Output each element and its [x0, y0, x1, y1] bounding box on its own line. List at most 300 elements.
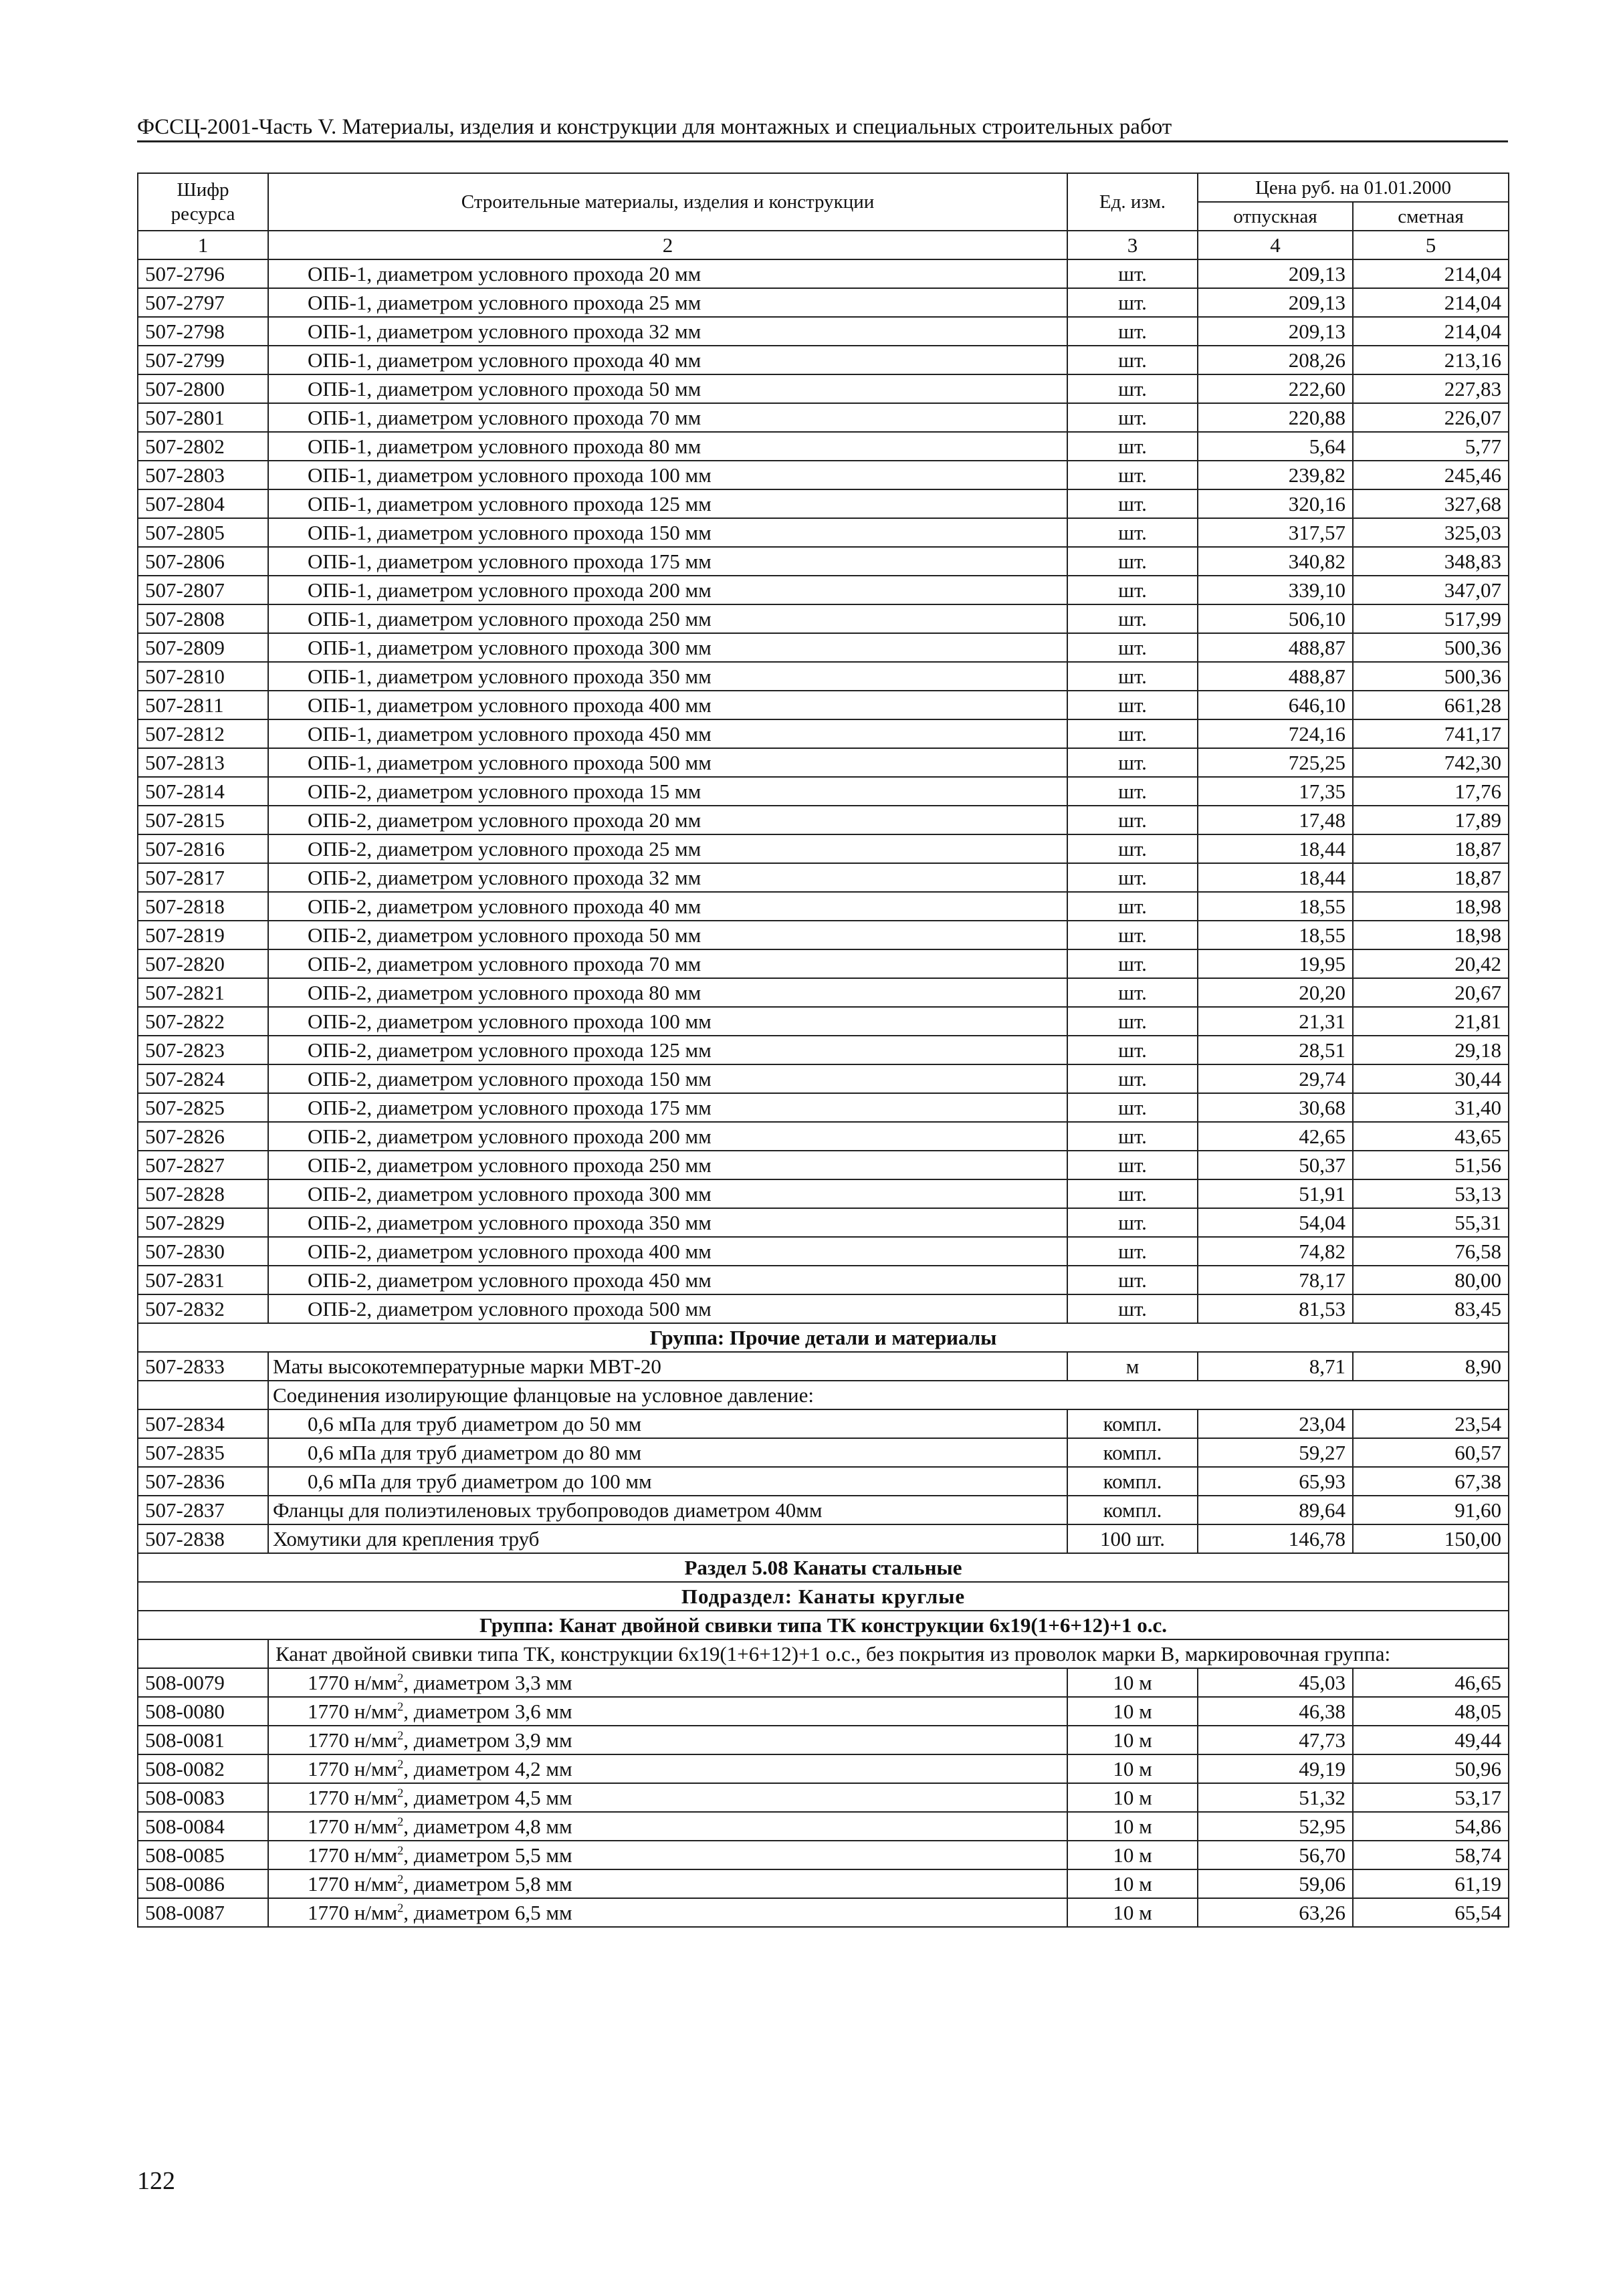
- resource-name: ОПБ-1, диаметром условного прохода 350 мм: [268, 662, 1067, 691]
- resource-name: ОПБ-1, диаметром условного прохода 25 мм: [268, 288, 1067, 317]
- estimate-price: 661,28: [1353, 691, 1509, 719]
- estimate-price: 347,07: [1353, 576, 1509, 604]
- estimate-price: 50,96: [1353, 1754, 1509, 1783]
- diameter-text: , диаметром 4,8 мм: [403, 1814, 572, 1838]
- resource-name: ОПБ-2, диаметром условного прохода 250 мм: [268, 1151, 1067, 1179]
- release-price: 78,17: [1198, 1266, 1353, 1294]
- table-row: [138, 719, 1509, 748]
- resource-name: ОПБ-1, диаметром условного прохода 500 мм: [268, 748, 1067, 777]
- estimate-price: 327,68: [1353, 489, 1509, 518]
- table-row: [138, 1266, 1509, 1294]
- release-price: 339,10: [1198, 576, 1353, 604]
- resource-unit: 10 м: [1067, 1726, 1198, 1754]
- resource-code: 507-2797: [138, 288, 268, 317]
- release-price: 222,60: [1198, 374, 1353, 403]
- release-price: 54,04: [1198, 1208, 1353, 1237]
- resource-unit: шт.: [1067, 1208, 1198, 1237]
- estimate-price: 742,30: [1353, 748, 1509, 777]
- section-title: Раздел 5.08 Канаты стальные: [138, 1553, 1509, 1582]
- resource-code: 507-2831: [138, 1266, 268, 1294]
- release-price: 220,88: [1198, 403, 1353, 432]
- resource-code: 507-2813: [138, 748, 268, 777]
- table-row: [138, 547, 1509, 576]
- resource-name: [268, 1783, 1067, 1812]
- estimate-price: 150,00: [1353, 1524, 1509, 1553]
- release-price: 725,25: [1198, 748, 1353, 777]
- resource-unit: шт.: [1067, 1151, 1198, 1179]
- resource-unit: компл.: [1067, 1467, 1198, 1496]
- table-row: [138, 374, 1509, 403]
- estimate-price: 76,58: [1353, 1237, 1509, 1266]
- estimate-price: 83,45: [1353, 1294, 1509, 1323]
- table-row: [138, 1496, 1509, 1524]
- table-row: [138, 1812, 1509, 1841]
- resource-code: 507-2821: [138, 978, 268, 1007]
- resource-code: 507-2816: [138, 834, 268, 863]
- release-price: 74,82: [1198, 1237, 1353, 1266]
- release-price: 5,64: [1198, 432, 1353, 461]
- release-price: 209,13: [1198, 288, 1353, 317]
- release-price: 29,74: [1198, 1064, 1353, 1093]
- resource-unit: шт.: [1067, 1122, 1198, 1151]
- resource-code: 507-2810: [138, 662, 268, 691]
- resource-code: 507-2806: [138, 547, 268, 576]
- resource-unit: 10 м: [1067, 1869, 1198, 1898]
- release-price: 45,03: [1198, 1668, 1353, 1697]
- strength-exponent: 2: [397, 1843, 404, 1857]
- resource-name: ОПБ-2, диаметром условного прохода 400 мм: [268, 1237, 1067, 1266]
- resource-name: ОПБ-2, диаметром условного прохода 70 мм: [268, 949, 1067, 978]
- resource-name: ОПБ-1, диаметром условного прохода 300 мм: [268, 633, 1067, 662]
- resource-name: Хомутики для крепления труб: [268, 1524, 1067, 1553]
- estimate-price: 53,13: [1353, 1179, 1509, 1208]
- table-row: [138, 1122, 1509, 1151]
- price-table: [137, 173, 1509, 1928]
- resource-code: 507-2823: [138, 1036, 268, 1064]
- resource-code: 507-2838: [138, 1524, 268, 1553]
- table-row: [138, 576, 1509, 604]
- table-row: [138, 259, 1509, 288]
- estimate-price: 30,44: [1353, 1064, 1509, 1093]
- resource-name: ОПБ-1, диаметром условного прохода 50 мм: [268, 374, 1067, 403]
- strength-exponent: 2: [397, 1700, 404, 1714]
- estimate-price: 29,18: [1353, 1036, 1509, 1064]
- flange-note: Соединения изолирующие фланцовые на условное давление:: [268, 1381, 1509, 1409]
- table-row: [138, 1294, 1509, 1323]
- release-price: 209,13: [1198, 317, 1353, 346]
- resource-unit: компл.: [1067, 1496, 1198, 1524]
- table-row: [138, 978, 1509, 1007]
- resource-code: 507-2809: [138, 633, 268, 662]
- resource-code: 507-2829: [138, 1208, 268, 1237]
- estimate-price: 741,17: [1353, 719, 1509, 748]
- rope-rows: [138, 1668, 1509, 1927]
- table-row: [138, 777, 1509, 806]
- estimate-price: 20,42: [1353, 949, 1509, 978]
- empty-cell: [138, 1639, 268, 1668]
- resource-unit: шт.: [1067, 1294, 1198, 1323]
- estimate-price: 214,04: [1353, 288, 1509, 317]
- table-row: [138, 461, 1509, 489]
- resource-name: ОПБ-1, диаметром условного прохода 400 мм: [268, 691, 1067, 719]
- table-row: [138, 1064, 1509, 1093]
- table-row: [138, 1179, 1509, 1208]
- release-price: 506,10: [1198, 604, 1353, 633]
- resource-unit: шт.: [1067, 1036, 1198, 1064]
- release-price: 317,57: [1198, 518, 1353, 547]
- table-row: [138, 949, 1509, 978]
- estimate-price: 17,89: [1353, 806, 1509, 834]
- release-price: 18,55: [1198, 892, 1353, 921]
- release-price: 51,91: [1198, 1179, 1353, 1208]
- resource-name: ОПБ-1, диаметром условного прохода 20 мм: [268, 259, 1067, 288]
- table-row: [138, 892, 1509, 921]
- release-price: 320,16: [1198, 489, 1353, 518]
- resource-code: 507-2837: [138, 1496, 268, 1524]
- estimate-price: 49,44: [1353, 1726, 1509, 1754]
- release-price: 19,95: [1198, 949, 1353, 978]
- resource-unit: шт.: [1067, 259, 1198, 288]
- estimate-price: 23,54: [1353, 1409, 1509, 1438]
- resource-code: 507-2802: [138, 432, 268, 461]
- column-number: 1: [138, 231, 268, 259]
- resource-name: 0,6 мПа для труб диаметром до 80 мм: [268, 1438, 1067, 1467]
- estimate-price: 517,99: [1353, 604, 1509, 633]
- estimate-price: 51,56: [1353, 1151, 1509, 1179]
- resource-unit: шт.: [1067, 576, 1198, 604]
- resource-name: [268, 1668, 1067, 1697]
- table-row: [138, 518, 1509, 547]
- resource-unit: шт.: [1067, 1266, 1198, 1294]
- table-row: [138, 806, 1509, 834]
- release-price: 20,20: [1198, 978, 1353, 1007]
- release-price: 50,37: [1198, 1151, 1353, 1179]
- resource-name: [268, 1697, 1067, 1726]
- resource-unit: шт.: [1067, 662, 1198, 691]
- resource-unit: шт.: [1067, 461, 1198, 489]
- resource-unit: шт.: [1067, 1237, 1198, 1266]
- strength-value: 1770 н/мм: [308, 1900, 398, 1924]
- estimate-price: 17,76: [1353, 777, 1509, 806]
- strength-value: 1770 н/мм: [308, 1814, 398, 1838]
- resource-name: ОПБ-2, диаметром условного прохода 150 мм: [268, 1064, 1067, 1093]
- resource-name: ОПБ-1, диаметром условного прохода 40 мм: [268, 346, 1067, 374]
- column-number: 3: [1067, 231, 1198, 259]
- table-row: [138, 1841, 1509, 1869]
- diameter-text: , диаметром 3,9 мм: [403, 1728, 572, 1752]
- release-price: 49,19: [1198, 1754, 1353, 1783]
- resource-code: 507-2803: [138, 461, 268, 489]
- resource-code: 507-2811: [138, 691, 268, 719]
- table-row: [138, 346, 1509, 374]
- table-row: [138, 1726, 1509, 1754]
- resource-name: ОПБ-1, диаметром условного прохода 80 мм: [268, 432, 1067, 461]
- header-estimate: сметная: [1353, 202, 1509, 231]
- release-price: 59,06: [1198, 1869, 1353, 1898]
- release-price: 81,53: [1198, 1294, 1353, 1323]
- release-price: 65,93: [1198, 1467, 1353, 1496]
- resource-name: ОПБ-2, диаметром условного прохода 350 мм: [268, 1208, 1067, 1237]
- release-price: 724,16: [1198, 719, 1353, 748]
- release-price: 51,32: [1198, 1783, 1353, 1812]
- release-price: 17,48: [1198, 806, 1353, 834]
- resource-code: 507-2827: [138, 1151, 268, 1179]
- estimate-price: 214,04: [1353, 317, 1509, 346]
- estimate-price: 91,60: [1353, 1496, 1509, 1524]
- resource-code: 508-0087: [138, 1898, 268, 1927]
- resource-unit: 10 м: [1067, 1754, 1198, 1783]
- resource-code: 507-2830: [138, 1237, 268, 1266]
- strength-exponent: 2: [397, 1901, 404, 1915]
- page-number: 122: [137, 2167, 175, 2195]
- release-price: 18,44: [1198, 863, 1353, 892]
- resource-unit: шт.: [1067, 892, 1198, 921]
- resource-name: ОПБ-1, диаметром условного прохода 175 мм: [268, 547, 1067, 576]
- release-price: 21,31: [1198, 1007, 1353, 1036]
- release-price: 52,95: [1198, 1812, 1353, 1841]
- table-row: [138, 748, 1509, 777]
- estimate-price: 58,74: [1353, 1841, 1509, 1869]
- estimate-price: 46,65: [1353, 1668, 1509, 1697]
- estimate-price: 245,46: [1353, 461, 1509, 489]
- estimate-price: 43,65: [1353, 1122, 1509, 1151]
- table-row: [138, 1869, 1509, 1898]
- resource-unit: 10 м: [1067, 1783, 1198, 1812]
- resource-unit: шт.: [1067, 921, 1198, 949]
- strength-exponent: 2: [397, 1815, 404, 1829]
- diameter-text: , диаметром 3,3 мм: [403, 1670, 572, 1694]
- header-release: отпускная: [1198, 202, 1353, 231]
- flange-rows: [138, 1409, 1509, 1496]
- resource-name: ОПБ-1, диаметром условного прохода 100 мм: [268, 461, 1067, 489]
- resource-unit: шт.: [1067, 863, 1198, 892]
- rope-note: Канат двойной свивки типа ТК, конструкции 6х19(1+6+12)+1 о.с., без покрытия из проволок марки В, маркировочная группа:: [268, 1639, 1509, 1668]
- resource-code: 507-2835: [138, 1438, 268, 1467]
- strength-exponent: 2: [397, 1671, 404, 1685]
- resource-code: 508-0083: [138, 1783, 268, 1812]
- resource-unit: шт.: [1067, 978, 1198, 1007]
- release-price: 239,82: [1198, 461, 1353, 489]
- table-row: [138, 662, 1509, 691]
- strength-exponent: 2: [397, 1728, 404, 1742]
- strength-exponent: 2: [397, 1786, 404, 1800]
- resource-name: ОПБ-2, диаметром условного прохода 300 мм: [268, 1179, 1067, 1208]
- estimate-price: 48,05: [1353, 1697, 1509, 1726]
- table-row: [138, 1438, 1509, 1467]
- resource-unit: шт.: [1067, 1093, 1198, 1122]
- estimate-price: 500,36: [1353, 633, 1509, 662]
- resource-unit: шт.: [1067, 288, 1198, 317]
- resource-name: Маты высокотемпературные марки МВТ-20: [268, 1352, 1067, 1381]
- resource-unit: компл.: [1067, 1438, 1198, 1467]
- resource-unit: 10 м: [1067, 1812, 1198, 1841]
- subsection-title: Подраздел: Канаты круглые: [138, 1582, 1509, 1611]
- resource-unit: шт.: [1067, 748, 1198, 777]
- resource-unit: шт.: [1067, 1179, 1198, 1208]
- resource-code: 507-2807: [138, 576, 268, 604]
- estimate-price: 65,54: [1353, 1898, 1509, 1927]
- resource-name: [268, 1726, 1067, 1754]
- release-price: 42,65: [1198, 1122, 1353, 1151]
- resource-code: 507-2800: [138, 374, 268, 403]
- release-price: 30,68: [1198, 1093, 1353, 1122]
- column-number: 2: [268, 231, 1067, 259]
- release-price: 63,26: [1198, 1898, 1353, 1927]
- estimate-price: 21,81: [1353, 1007, 1509, 1036]
- diameter-text: , диаметром 6,5 мм: [403, 1900, 572, 1924]
- estimate-price: 214,04: [1353, 259, 1509, 288]
- table-row: [138, 1898, 1509, 1927]
- resource-name: ОПБ-2, диаметром условного прохода 15 мм: [268, 777, 1067, 806]
- header-code: Шифр ресурса: [138, 173, 268, 231]
- resource-unit: шт.: [1067, 547, 1198, 576]
- resource-code: 507-2836: [138, 1467, 268, 1496]
- table-row: [138, 1783, 1509, 1812]
- resource-name: ОПБ-1, диаметром условного прохода 200 мм: [268, 576, 1067, 604]
- estimate-price: 226,07: [1353, 403, 1509, 432]
- resource-code: 508-0086: [138, 1869, 268, 1898]
- resource-unit: м: [1067, 1352, 1198, 1381]
- table-row: [138, 1409, 1509, 1438]
- estimate-price: 5,77: [1353, 432, 1509, 461]
- estimate-price: 80,00: [1353, 1266, 1509, 1294]
- resource-unit: 10 м: [1067, 1841, 1198, 1869]
- strength-value: 1770 н/мм: [308, 1670, 398, 1694]
- estimate-price: 213,16: [1353, 346, 1509, 374]
- estimate-price: 8,90: [1353, 1352, 1509, 1381]
- estimate-price: 325,03: [1353, 518, 1509, 547]
- resource-name: ОПБ-1, диаметром условного прохода 70 мм: [268, 403, 1067, 432]
- resource-code: 507-2817: [138, 863, 268, 892]
- resource-name: [268, 1812, 1067, 1841]
- table-row: [138, 432, 1509, 461]
- resource-name: ОПБ-2, диаметром условного прохода 25 мм: [268, 834, 1067, 863]
- table-row: [138, 1697, 1509, 1726]
- table-row: [138, 1093, 1509, 1122]
- resource-code: 507-2825: [138, 1093, 268, 1122]
- resource-unit: шт.: [1067, 518, 1198, 547]
- resource-code: 507-2822: [138, 1007, 268, 1036]
- table-row: [138, 691, 1509, 719]
- release-price: 59,27: [1198, 1438, 1353, 1467]
- resource-code: 507-2805: [138, 518, 268, 547]
- resource-code: 507-2834: [138, 1409, 268, 1438]
- diameter-text: , диаметром 5,5 мм: [403, 1843, 572, 1867]
- table-row: [138, 1237, 1509, 1266]
- diameter-text: , диаметром 4,2 мм: [403, 1756, 572, 1781]
- table-row: [138, 1007, 1509, 1036]
- resource-code: 507-2826: [138, 1122, 268, 1151]
- diameter-text: , диаметром 4,5 мм: [403, 1785, 572, 1809]
- resource-name: ОПБ-1, диаметром условного прохода 250 мм: [268, 604, 1067, 633]
- resource-code: 507-2801: [138, 403, 268, 432]
- estimate-price: 18,87: [1353, 834, 1509, 863]
- resource-name: ОПБ-2, диаметром условного прохода 50 мм: [268, 921, 1067, 949]
- release-price: 646,10: [1198, 691, 1353, 719]
- table-row: [138, 489, 1509, 518]
- strength-value: 1770 н/мм: [308, 1871, 398, 1896]
- resource-unit: 10 м: [1067, 1697, 1198, 1726]
- estimate-price: 54,86: [1353, 1812, 1509, 1841]
- resource-unit: шт.: [1067, 834, 1198, 863]
- table-row: [138, 604, 1509, 633]
- resource-unit: шт.: [1067, 777, 1198, 806]
- resource-unit: шт.: [1067, 403, 1198, 432]
- release-price: 340,82: [1198, 547, 1353, 576]
- table-row: [138, 834, 1509, 863]
- estimate-price: 53,17: [1353, 1783, 1509, 1812]
- release-price: 8,71: [1198, 1352, 1353, 1381]
- table-row: [138, 921, 1509, 949]
- estimate-price: 348,83: [1353, 547, 1509, 576]
- resource-unit: 10 м: [1067, 1898, 1198, 1927]
- release-price: 488,87: [1198, 662, 1353, 691]
- header-name: Строительные материалы, изделия и конструкции: [268, 173, 1067, 231]
- resource-unit: шт.: [1067, 633, 1198, 662]
- resource-name: ОПБ-1, диаметром условного прохода 150 мм: [268, 518, 1067, 547]
- release-price: 89,64: [1198, 1496, 1353, 1524]
- resource-unit: шт.: [1067, 1007, 1198, 1036]
- resource-code: 507-2833: [138, 1352, 268, 1381]
- table-row: [138, 288, 1509, 317]
- resource-name: ОПБ-2, диаметром условного прохода 32 мм: [268, 863, 1067, 892]
- estimate-price: 55,31: [1353, 1208, 1509, 1237]
- group-title-rope: Группа: Канат двойной свивки типа ТК конструкции 6х19(1+6+12)+1 о.с.: [138, 1611, 1509, 1639]
- release-price: 46,38: [1198, 1697, 1353, 1726]
- resource-name: ОПБ-2, диаметром условного прохода 80 мм: [268, 978, 1067, 1007]
- table-row: [138, 1524, 1509, 1553]
- resource-code: 508-0079: [138, 1668, 268, 1697]
- resource-name: 0,6 мПа для труб диаметром до 100 мм: [268, 1467, 1067, 1496]
- resource-name: [268, 1754, 1067, 1783]
- resource-unit: шт.: [1067, 432, 1198, 461]
- release-price: 28,51: [1198, 1036, 1353, 1064]
- table-row: [138, 863, 1509, 892]
- resource-name: ОПБ-1, диаметром условного прохода 450 мм: [268, 719, 1067, 748]
- resource-code: 507-2828: [138, 1179, 268, 1208]
- resource-unit: шт.: [1067, 691, 1198, 719]
- resource-code: 508-0085: [138, 1841, 268, 1869]
- running-header: ФССЦ-2001-Часть V. Материалы, изделия и конструкции для монтажных и специальных строительных работ: [137, 114, 1508, 142]
- table-row: [138, 1668, 1509, 1697]
- resource-unit: шт.: [1067, 806, 1198, 834]
- resource-unit: шт.: [1067, 604, 1198, 633]
- release-price: 18,55: [1198, 921, 1353, 949]
- resource-code: 507-2824: [138, 1064, 268, 1093]
- estimate-price: 67,38: [1353, 1467, 1509, 1496]
- estimate-price: 31,40: [1353, 1093, 1509, 1122]
- resource-code: 507-2832: [138, 1294, 268, 1323]
- resource-code: 507-2798: [138, 317, 268, 346]
- resource-name: ОПБ-2, диаметром условного прохода 450 мм: [268, 1266, 1067, 1294]
- resource-name: [268, 1841, 1067, 1869]
- strength-value: 1770 н/мм: [308, 1785, 398, 1809]
- estimate-price: 61,19: [1353, 1869, 1509, 1898]
- group-title-other: Группа: Прочие детали и материалы: [138, 1323, 1509, 1352]
- resource-code: 508-0081: [138, 1726, 268, 1754]
- header-unit: Ед. изм.: [1067, 173, 1198, 231]
- resource-unit: компл.: [1067, 1409, 1198, 1438]
- opb-rows: [138, 259, 1509, 1323]
- release-price: 146,78: [1198, 1524, 1353, 1553]
- resource-name: 0,6 мПа для труб диаметром до 50 мм: [268, 1409, 1067, 1438]
- resource-name: ОПБ-2, диаметром условного прохода 175 мм: [268, 1093, 1067, 1122]
- estimate-price: 18,98: [1353, 892, 1509, 921]
- resource-name: ОПБ-2, диаметром условного прохода 20 мм: [268, 806, 1067, 834]
- resource-code: 507-2796: [138, 259, 268, 288]
- estimate-price: 18,98: [1353, 921, 1509, 949]
- table-row: [138, 403, 1509, 432]
